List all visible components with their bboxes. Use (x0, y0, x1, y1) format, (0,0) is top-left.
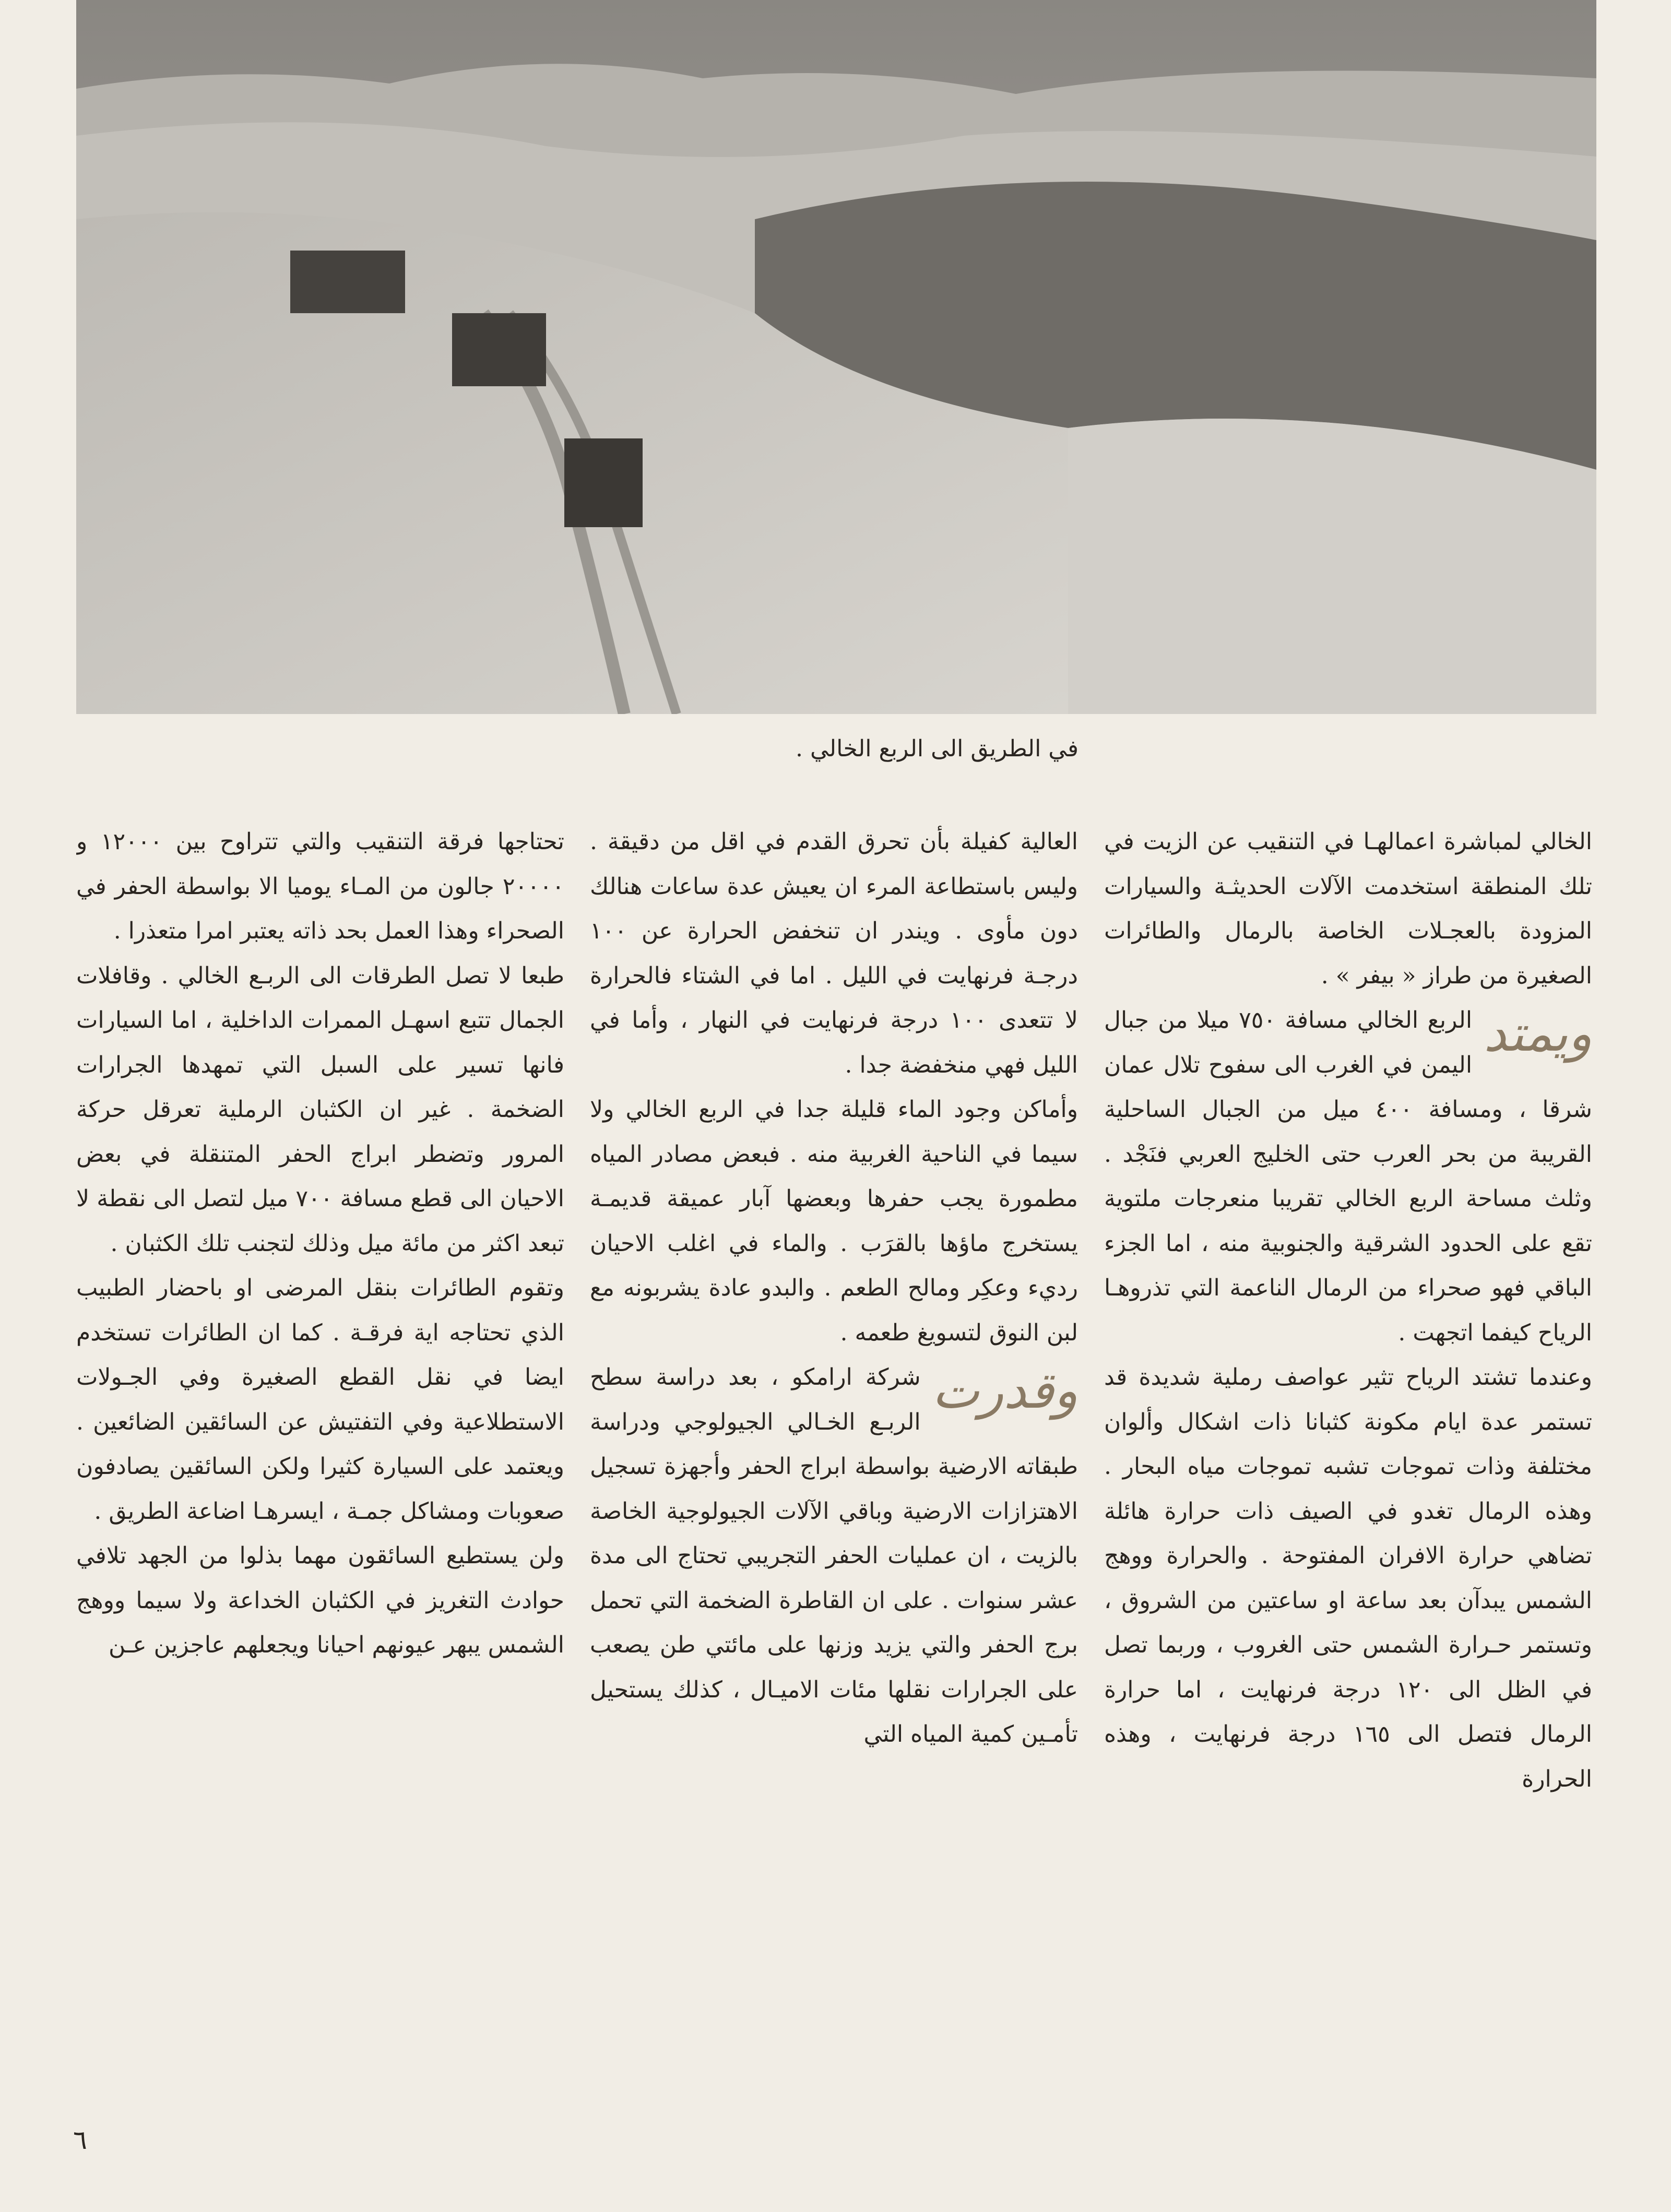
paragraph: ولن يستطيع السائقون مهما بذلوا من الجهد تلافي حوادث التغريز في الكثبان الخداعة ولا سيما ووهج الشمس يبهر عيونهم احيانا ويجعلهم عاجزين عـن (76, 1542, 564, 1658)
paragraph (1104, 998, 1592, 1355)
article-column-middle (590, 819, 1078, 2088)
truck-front (564, 438, 643, 527)
paragraph: وأماكن وجود الماء قليلة جدا في الربع الخالي ولا سيما في الناحية الغربية منه . فبعض مصادر المياه مطمورة يجب حفرها وبعضها آبار عميقة قديمـة يستخرج ماؤها بالقرَب . والماء في اغلب الاحيان رديء وعكِر ومالح الطعم . والبدو عادة يشربونه مع لبن النوق لتسويغ طعمه . (590, 1096, 1078, 1346)
paragraph: الخالي لمباشرة اعمالهـا في التنقيب عن الزيت في تلك المنطقة استخدمت الآلات الحديثـة والسيارات المزودة بالعجـلات الخاصة بالرمال والطائرات الصغيرة من طراز « بيفر » . (1104, 828, 1592, 989)
paragraph-text: شركة ارامكو ، بعد دراسة سطح الربـع الخـالي الجيولوجي ودراسة طبقاته الارضية بواسطة ابراج الحفر وأجهزة تسجيل الاهتزازات الارضية وباقي الآلات الجيولوجية الخاصة بالزيت ، ان عمليات الحفر التجريبي تحتاج الى مدة عشر سنوات . على ان القاطرة الضخمة التي تحمل برج الحفر والتي يزيد وزنها على مائتي طن يصعب على الجرارات نقلها مئات الاميـال ، كذلك يستحيل تأمـين كمية المياه التي (590, 1364, 1078, 1747)
drop-word: وقدرت (932, 1361, 1078, 1420)
article-column-left (76, 819, 564, 2088)
paragraph (590, 1355, 1078, 1757)
drop-word: ويمتد (1484, 1004, 1592, 1063)
paragraph: تحتاجها فرقة التنقيب والتي تتراوح بين ١٢٠٠٠ و ٢٠٠٠٠ جالون من المـاء يوميا الا بواسطة الحفر في الصحراء وهذا العمل بحد ذاته يعتبر امرا متعذرا . (76, 828, 564, 944)
paragraph-text: الربع الخالي مسافة ٧٥٠ ميلا من جبال اليمن في الغرب الى سفوح تلال عمان شرقا ، ومسافة ٤٠٠ ميل من الجبال الساحلية القريبة من بحر العرب حتى الخليج العربي فنَجْد . وثلث مساحة الربع الخالي تقريبا منعرجات ملتوية تقع على الحدود الشرقية والجنوبية منه ، اما الجزء الباقي فهو صحراء من الرمال الناعمة التي تذروهـا الرياح كيفما اتجهت . (1104, 1007, 1592, 1346)
desert-dunes-image (76, 0, 1596, 714)
page-number: ٦ (73, 2125, 87, 2155)
paragraph: وتقوم الطائرات بنقل المرضى او باحضار الطبيب الذي تحتاجه اية فرقـة . كما ان الطائرات تستخدم ايضا في نقل القطع الصغيرة وفي الجـولات الاستطلاعية وفي التفتيش عن السائقين الضائعين . ويعتمد على السيارة كثيرا ولكن السائقين يصادفون صعوبات ومشاكل جمـة ، ايسرهـا اضاعة الطريق . (76, 1275, 564, 1525)
desert-convoy-photo (76, 0, 1596, 714)
article-column-right (1104, 819, 1592, 2088)
truck-rear (290, 251, 405, 313)
photo-caption: في الطريق الى الربع الخالي . (796, 735, 1079, 762)
paragraph: طبعا لا تصل الطرقات الى الربـع الخالي . وقافلات الجمال تتبع اسهـل الممرات الداخلية ، اما السيارات فانها تسير على السبل التي تمهدها الجرارات الضخمة . غير ان الكثبان الرملية تعرقل حركة المرور وتضطر ابراج الحفر المتنقلة في بعض الاحيان الى قطع مسافة ٧٠٠ ميل لتصل الى نقطة لا تبعد اكثر من مائة ميل وذلك لتجنب تلك الكثبان . (76, 962, 564, 1257)
truck-middle (452, 313, 546, 386)
paragraph: العالية كفيلة بأن تحرق القدم في اقل من دقيقة . وليس باستطاعة المرء ان يعيش عدة ساعات هنالك دون مأوى . ويندر ان تنخفض الحرارة عن ١٠٠ درجـة فرنهايت في الليل . اما في الشتاء فالحرارة لا تتعدى ١٠٠ درجة فرنهايت في النهار ، وأما في الليل فهي منخفضة جدا . (590, 828, 1078, 1078)
paragraph: وعندما تشتد الرياح تثير عواصف رملية شديدة قد تستمر عدة ايام مكونة كثبانا ذات اشكال وألوان مختلفة وذات تموجات تشبه تموجات مياه البحار . وهذه الرمال تغدو في الصيف ذات حرارة هائلة تضاهي حرارة الافران المفتوحة . والحرارة ووهج الشمس يبدآن بعد ساعة او ساعتين من الشروق ، وتستمر حـرارة الشمس حتى الغروب ، وربما تصل في الظل الى ١٢٠ درجة فرنهايت ، اما حرارة الرمال فتصل الى ١٦٥ درجة فرنهايت ، وهذه الحرارة (1104, 1364, 1592, 1792)
